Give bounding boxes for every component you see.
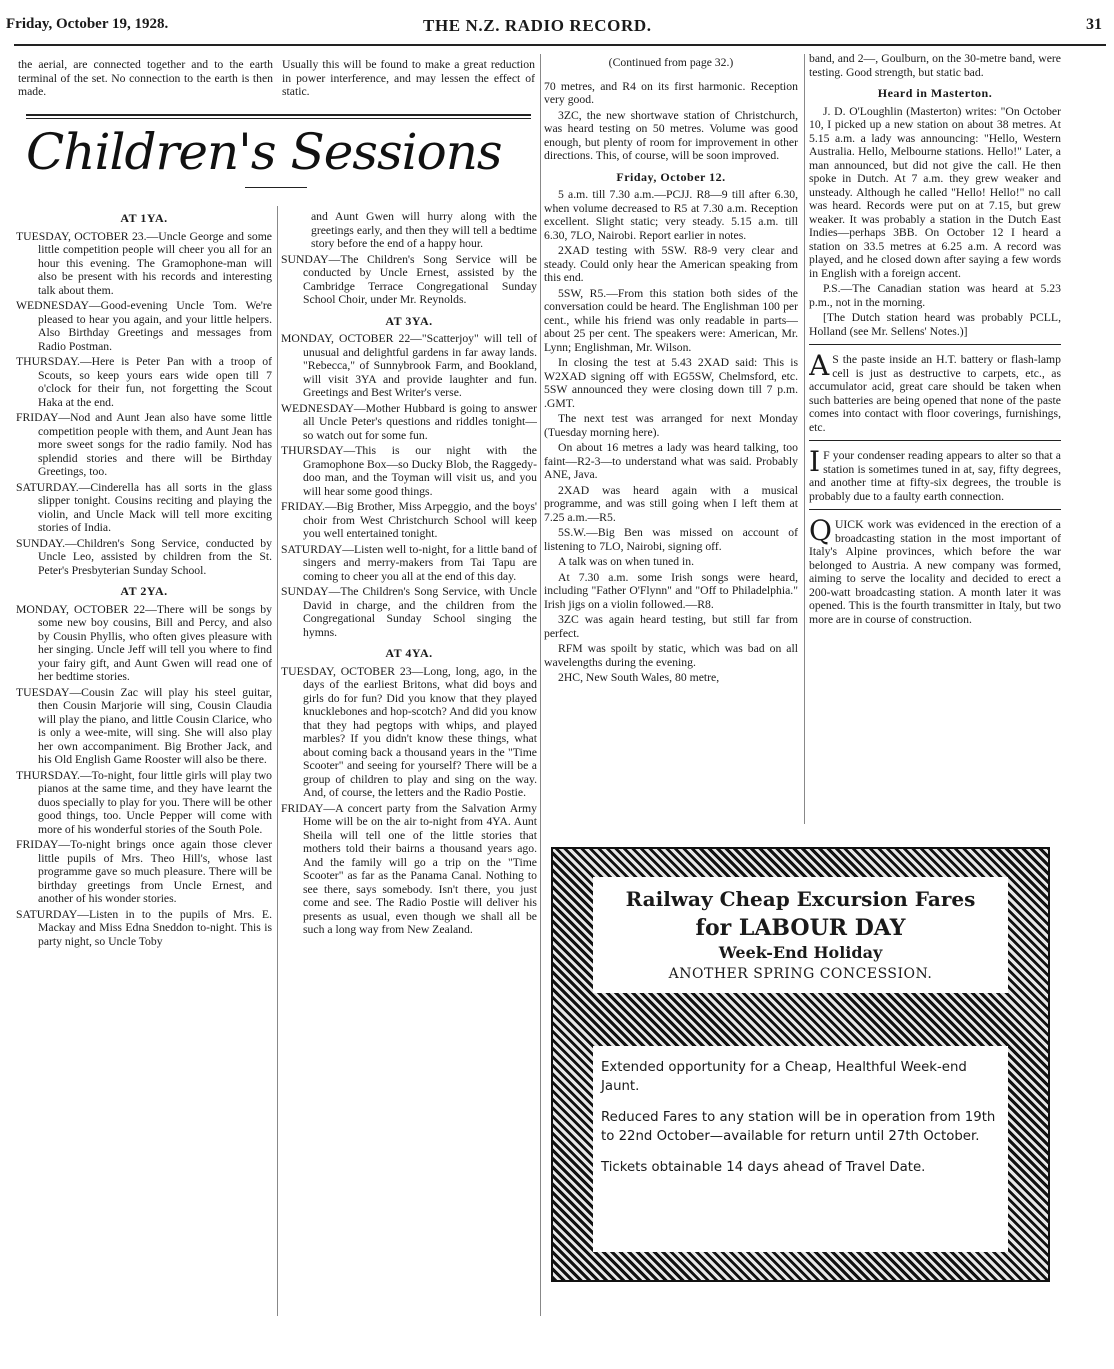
drop-cap: A [809,349,830,382]
header-rule [14,44,1106,46]
list-item: FRIDAY—A concert party from the Salvation Army Home will be on the air to-night from 4YA. Aunt Sheila will tell one of the little stories that mothers told their bairns a thousand years ago. And the family will go a trip on the "Time Scooter" as far as the Panama Canal. Nothing to see there, says somebody. Isn't there, you just come and see. The Radio Postie will deliver his presents as usual, even though we shall all be such a long way from New Zealand. [281,801,537,936]
paragraph: J. D. O'Loughlin (Masterton) writes: "On October 10, I picked up a new station on about 38 metres. At 5.15 a.m. a lady was announcing: "Hello, Western Australia. Hello, Melbourne stations. Hello!" Later, a man announced, but did not give the call. He then spoke in Dutch. At 7 a.m. they grew weaker and unsteady. Although he called "Hello! Hello!" no call was heard. Records were put on at 7.15, but grew weaker. It was probably a station in the Dutch East Indies—perhaps 3BB. On October 12 I heard a station on 33.5 metres at 6.25 a.m. A record was played, and he closed down after saying a few words in English with a foreign accent. [809,104,1061,280]
ad-line-1: Railway Cheap Excursion Fares [625,887,976,911]
ad-paragraph: Reduced Fares to any station will be in operation from 19th to 22nd October—available for return until 27th October. [601,1110,996,1144]
section-rule [809,440,1061,441]
drop-cap: Q [809,514,832,547]
paragraph: 5S.W.—Big Ben was missed on account of listening to 7LO, Nairobi, signing off. [544,526,798,553]
list-item: FRIDAY.—Big Brother, Miss Arpeggio, and the boys' choir from West Christchurch School will keep you well entertained tonight. [281,500,537,540]
continued-note: (Continued from page 32.) [608,56,734,69]
paragraph [809,514,1061,626]
heading-heard-in-masterton: Heard in Masterton. [877,86,993,100]
paragraph: 3ZC, the new shortwave station of Christchurch, was heard testing on 50 metres. Volume was good enough, but plenty of room for improvement in other directions. This, of course, will be soon improved. [544,108,798,162]
paragraph-text: S the paste inside an H.T. battery or flash-lamp cell is just as destructive to carpets, etc., as accumulator acid, great care should be taken when such batteries are being opened that none of the paste comes into contact with floor coverings, furnishings, etc. [809,353,1061,434]
paragraph: P.S.—The Canadian station was heard at 5.23 p.m., not in the morning. [809,282,1061,309]
paragraph: 5 a.m. till 7.30 a.m.—PCJJ. R8—9 till after 6.30, when volume decreased to R5 at 7.30 a.m. Reception excellent. Slight static; very steady. 5.15 a.m. till 6.30, 7LO, Nairobi. Report earlier in notes. [544,188,798,242]
heading-1ya: AT 1YA. [120,211,168,225]
title-top-rule-thin [26,118,531,119]
list-item: SUNDAY.—Children's Song Service, conducted by Uncle Leo, assisted by children from the St. Peter's Presbyterian Sunday School. [16,536,272,577]
paragraph: In closing the test at 5.43 2XAD said: This is W2XAD signing off with EG5SW, Chelmsford, etc. 5SW announced they were closing down till 7 p.m. .GMT. [544,356,798,410]
list-item: FRIDAY—Nod and Aunt Jean also have some little competition people with them, and Aunt Jean has more sweet songs for the radio family. Nod has splendid stories and there will be Birthday Greetings, too. [16,411,272,478]
list-item: SATURDAY—Listen in to the pupils of Mrs. E. Mackay and Miss Edna Sneddon to-night. This is party night, so Uncle Toby [16,907,272,948]
ad-headline-panel [593,877,1008,993]
list-item: MONDAY, OCTOBER 22—"Scatterjoy" will tell of unusual and delightful gardens in far away lands. "Rebecca," of Sunnybrook Farm, and Bookland, will visit 3YA and provide laughter and fun. Greetings and Best Writer's verse. [281,332,537,399]
list-item: TUESDAY, OCTOBER 23—Long, long, ago, in the days of the earliest Britons, what did boys and girls do for fun? Did you know that they played knucklebones and hop-scotch? And did you know that they had pegtops with whips, and played marbles? If you didn't know these things, what about coming back a thousand years in the "Time Scooter" and seeing for yourself? There will be a group of children to play and sing on the way. And, of course, the letters and the Radio Postie. [281,664,537,799]
heading-2ya: AT 2YA. [120,584,168,598]
ad-paragraph: Tickets obtainable 14 days ahead of Travel Date. [601,1160,926,1175]
list-item: TUESDAY—Cousin Zac will play his steel guitar, then Cousin Marjorie will sing, Cousin Claudia will play the piano, and little Cousin Clarice, who is only a wee-mite, will sing. She will also play her own accompaniment. Big Brother Jack, and his Old English Game Rooster will also be there. [16,685,272,766]
list-item: SATURDAY—Listen well to-night, for a little band of singers and merry-makers from Tai Tapu are coming to cheer you all at the end of this day. [281,542,537,583]
list-item: SATURDAY.—Cinderella has all sorts in the glass slipper tonight. Cousins reciting and playing the violin, and Uncle Mack will tell more exciting stories of India. [16,480,272,534]
list-item: MONDAY, OCTOBER 22—There will be songs by some new boy cousins, Bill and Percy, and also by Cousin Phyllis, who often gives pleasure with her singing. Uncle Jeff will tell you where to find your fairy gift, and Aunt Gwen will read one of her bedtime stories. [16,602,272,683]
paragraph: 70 metres, and R4 on its first harmonic. Reception very good. [544,79,798,106]
list-item: WEDNESDAY—Good-evening Uncle Tom. We're pleased to hear you again, and your little helpers. Also Birthday Greetings and messages from Radio Postman. [16,299,272,353]
paragraph: At 7.30 a.m. some Irish songs were heard, including "Father O'Flynn" and "Off to Philadelphia." Irish jigs on a violin followed.—R8. [544,570,798,611]
paragraph: 5SW, R5.—From this station both sides of the conversation could be heard. The Englishman 100 per cent., while his friend was only readable in parts—about 25 per cent. The speakers were: American, Mr. Lynn; Englishman, Mr. Wilson. [544,286,798,354]
title-top-rule [26,114,531,116]
top-fragment-1 [18,58,273,101]
railway-advertisement [551,847,1050,1282]
list-item: THURSDAY—This is our night with the Gramophone Box—so Ducky Blob, the Raggedy-doo man, and the Toyman will visit us, and you will hear some good things. [281,444,537,498]
paragraph: 3ZC was again heard testing, but still far from perfect. [544,613,798,640]
list-item: and Aunt Gwen will hurry along with the greetings early, and then they will tell a bedtime story before the end of a happy hour. [311,210,537,250]
column-1 [16,204,272,1322]
list-item: SUNDAY—The Children's Song Service, with Uncle David in charge, and the children from the Congregational Sunday School singing the hymns. [281,585,537,639]
issue-date: Friday, October 19, 1928. [6,16,169,32]
paragraph [809,349,1061,434]
top-fragment-2-text: Usually this will be found to make a great reduction in power interference, and may lessen the effect of static. [282,58,535,98]
paragraph-text: F your condenser reading appears to alter so that a station is sometimes tuned in at, say, fifty degrees, and another time at fifty-six degrees, the trouble is probably due to a faulty earth connection. [809,449,1061,503]
column-4 [809,52,1061,828]
column-rule [540,54,541,1316]
title-underline [245,187,307,188]
column-rule [277,206,278,1316]
list-item: WEDNESDAY—Mother Hubbard is going to answer all Uncle Peter's questions and riddles tonight—so watch out for some fun. [281,401,537,442]
page-number: 31 [1086,16,1102,33]
ad-body-panel [593,1046,1008,1252]
heading-3ya: AT 3YA. [385,313,433,328]
list-item: THURSDAY.—To-night, four little girls will play two pianos at the same time, and they have learnt the duos specially to play for you. There will be other good things, too. Uncle Pepper will come with more of his wonderful stories of the South Pole. [16,768,272,836]
section-rule [809,344,1061,345]
column-rule [804,54,805,824]
ad-line-2: for LABOUR DAY [695,915,906,941]
list-item: SUNDAY—The Children's Song Service will be conducted by Uncle Ernest, assisted by the Cambridge Terrace Congregational Sunday School Choir, under Mr. Reynolds. [281,252,537,306]
list-item: TUESDAY, OCTOBER 23.—Uncle George and some little competition people will cheer you all for an hour this evening. The Gramophone-man will also be present with his records and interesting talk about them. [16,229,272,297]
top-fragment-2 [282,58,535,101]
editor-note: [The Dutch station heard was probably PCLL, Holland (see Mr. Sellens' Notes.)] [809,311,1061,338]
list-item: THURSDAY.—Here is Peter Pan with a troop of Scouts, so keep yours ears wide open till 7 o'clock for their fun, not forgetting the Scout Haka at the end. [16,355,272,409]
paragraph: The next test was arranged for next Monday (Tuesday morning here). [544,412,798,439]
heading-friday-october-12: Friday, October 12. [616,169,726,184]
paragraph: band, and 2—, Goulburn, on the 30-metre band, were testing. Good strength, but static bad. [809,52,1061,79]
column-2 [281,210,537,1322]
paragraph: 2XAD was heard again with a musical programme, and was still going when I left them at 7.25 a.m.—R5. [544,483,798,524]
paragraph [809,445,1061,503]
ad-line-3: Week-End Holiday [718,943,883,962]
ad-line-4: ANOTHER SPRING CONCESSION. [668,966,933,982]
ad-paragraph: Extended opportunity for a Cheap, Healthful Week-end Jaunt. [601,1060,967,1094]
paragraph: A talk was on when tuned in. [558,555,695,568]
top-fragment-1-text: the aerial, are connected together and to the earth terminal of the set. No connection to the earth is then made. [18,58,273,98]
masthead: THE N.Z. RADIO RECORD. [423,16,652,35]
paragraph: RFM was spoilt by static, which was bad on all wavelengths during the evening. [544,642,798,669]
section-rule [809,509,1061,510]
column-3 [544,56,798,826]
page-header [6,16,1106,40]
paragraph: 2XAD testing with 5SW. R8-9 very clear and steady. Could only hear the American speaking from this end. [544,244,798,284]
paragraph: 2HC, New South Wales, 80 metre, [558,671,720,684]
list-item: FRIDAY—To-night brings once again those clever little pupils of Mrs. Theo Hill's, whose last programme gave so much pleasure. There will be birthday greetings from Uncle Ernest, and another of his wonder stories. [16,838,272,905]
page-title: Children's Sessions [26,123,502,181]
heading-4ya: AT 4YA. [385,646,433,660]
paragraph: On about 16 metres a lady was heard talking, too faint—R2-3—to understand what was said. Probably ANE, Java. [544,441,798,481]
drop-cap: I [809,445,821,478]
paragraph-text: UICK work was evidenced in the erection of a broadcasting station in the most important of Italy's Alpine provinces, which before the war belonged to Austria. A new company was formed, aiming to serve the locality and decided to erect a 200-watt broadcasting station. A month later it was opened. This is the fourth transmitter in Italy, but two more are in course of construction. [809,518,1061,626]
